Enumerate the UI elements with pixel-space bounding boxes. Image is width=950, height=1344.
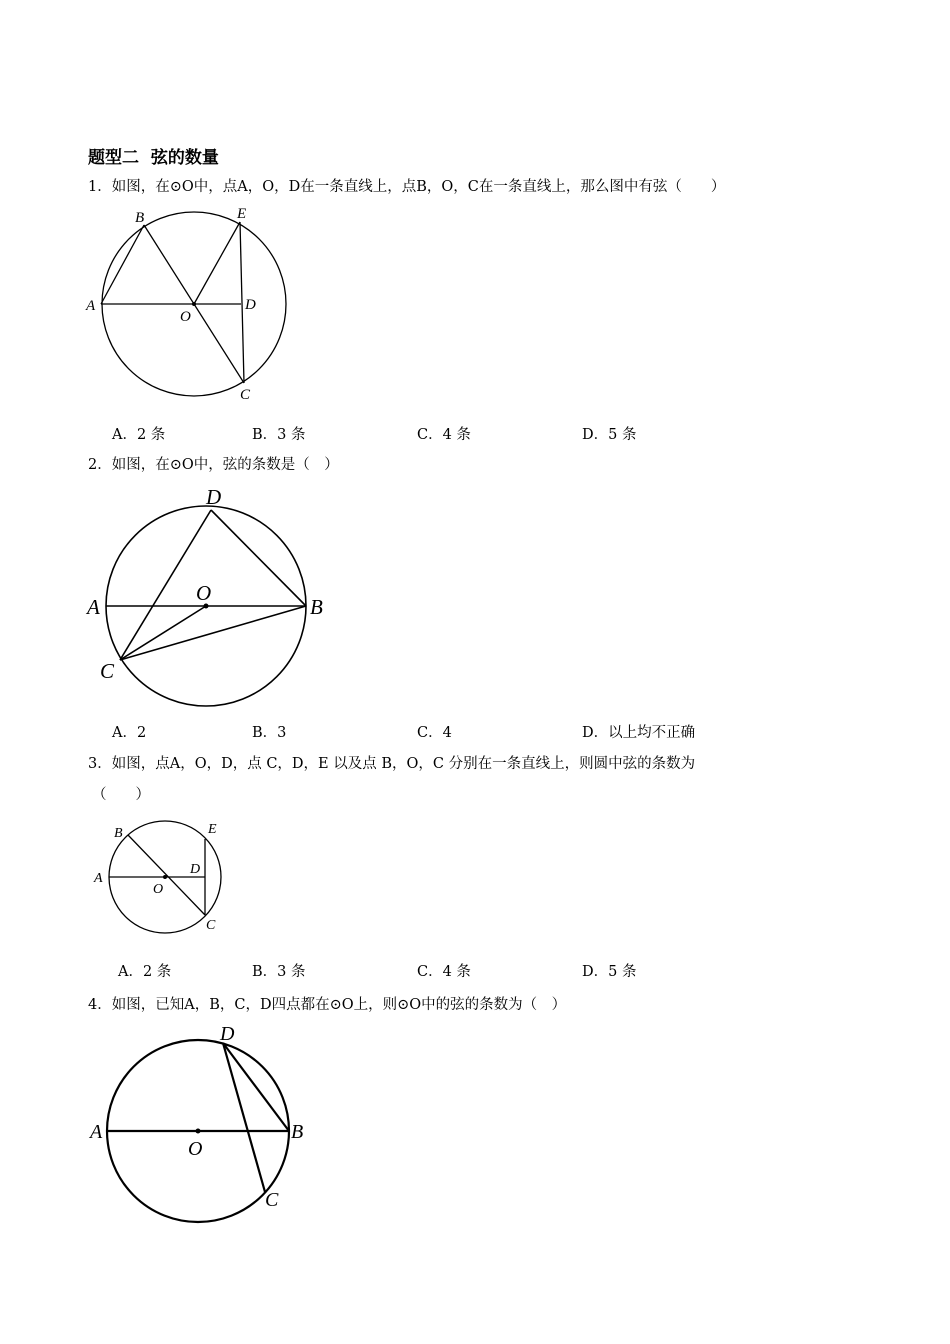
label-a: A [87,595,100,619]
label-c: C [100,659,115,683]
label-a: A [86,298,96,314]
label-e: E [208,822,217,837]
option-b[interactable]: B．3 条 [252,427,306,443]
label-o: O [196,581,212,605]
label-b: B [291,1121,304,1143]
center-point [163,875,167,879]
segment-oe [194,222,240,304]
figure-4 [85,1020,335,1240]
label-c: C [265,1189,279,1211]
label-d: D [190,862,201,877]
figure-2 [80,480,340,710]
section-title: 题型二 弦的数量 [88,148,219,168]
segment-oc [120,606,206,660]
label-b: B [114,826,123,841]
label-b: B [310,595,323,619]
option-a[interactable]: A．2 条 [112,427,166,443]
label-o: O [180,309,191,325]
option-b[interactable]: B．3 条 [252,964,306,980]
question-number: 1． [88,179,112,195]
center-point [192,302,196,306]
chord-dc [223,1043,265,1192]
label-c: C [206,918,216,933]
label-d: D [206,485,222,509]
option-c[interactable]: C．4 [417,725,452,741]
question-text: 如图，已知A，B，C，D四点都在⊙O上，则⊙O中的弦的条数为（ ） [111,997,567,1013]
label-e: E [237,206,247,222]
question-1 [88,175,725,196]
option-a[interactable]: A．2 [112,725,147,741]
question-4 [88,993,566,1014]
option-c[interactable]: C．4 条 [417,427,471,443]
question-text: 如图，在⊙O中，弦的条数是（ ） [111,457,339,473]
question-2 [88,453,339,474]
chord-db [211,510,306,606]
question-number: 4． [88,997,112,1013]
chord-ab [101,225,144,304]
label-o: O [188,1138,203,1160]
option-b[interactable]: B．3 [252,725,287,741]
center-point [196,1129,201,1134]
question-3 [88,752,695,773]
question-text: 如图，点A，O，D，点 C，D，E 以及点 B，O，C 分别在一条直线上，则圆中弦的条数为 [111,756,696,772]
question-3-continuation: （ ） [92,787,150,803]
option-d[interactable]: D．5 条 [582,964,637,980]
chord-db [223,1043,289,1131]
label-b: B [135,210,145,226]
question-text: 如图，在⊙O中，点A，O，D在一条直线上，点B，O，C在一条直线上，那么图中有弦（ ） [111,179,726,195]
chord-ec [240,222,244,383]
option-c[interactable]: C．4 条 [417,964,471,980]
figure-1 [80,200,300,410]
question-number: 3． [88,756,112,772]
figure-3 [88,815,238,940]
label-a: A [94,871,103,886]
label-a: A [90,1121,103,1143]
label-o: O [153,882,164,897]
label-d: D [220,1023,235,1045]
label-c: C [240,387,251,403]
option-d[interactable]: D．以上均不正确 [582,725,696,741]
label-d: D [245,297,256,313]
option-a[interactable]: A．2 条 [118,964,172,980]
question-number: 2． [88,457,112,473]
option-d[interactable]: D．5 条 [582,427,637,443]
